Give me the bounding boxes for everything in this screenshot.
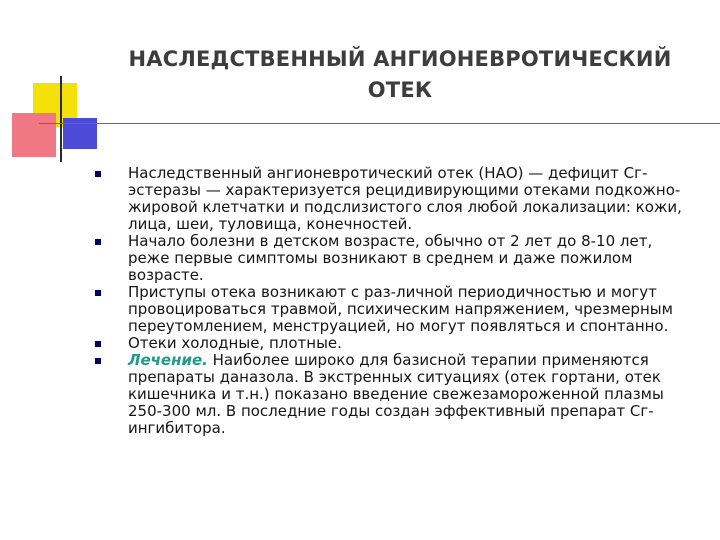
square-bullet-icon <box>95 358 101 364</box>
decorative-pink-square <box>12 113 56 157</box>
bullet-item-onset <box>95 233 695 284</box>
bullet-text: Наиболее широко для базисной терапии применяются препараты даназола. В экстренных ситуациях (отек гортани, отек кишечника и т.н.) показано введение свежезамороженной плазмы 250-300 мл. В последние годы создан эффективный препарат Сг-ингибитора. <box>128 351 664 437</box>
decorative-vertical-line <box>60 76 62 162</box>
bullet-item-definition <box>95 165 695 233</box>
bullet-item-attacks <box>95 284 695 335</box>
bullet-text: Наследственный ангионевротический отек (НАО) — дефицит Сг-эстеразы — характеризуется рецидивирующими отеками подкожно-жировой клетчатки и подслизистого слоя любой локализации: кожи, лица, шеи, туловища, конечностей. <box>128 164 682 233</box>
square-bullet-icon <box>95 239 101 245</box>
square-bullet-icon <box>95 171 101 177</box>
bullet-text: Приступы отека возникают с раз-личной периодичностью и могут провоцироваться травмой, психическим напряжением, чрезмерным переутомлением, менструацией, но могут появляться и спонтанно. <box>128 283 673 335</box>
treatment-heading: Лечение. <box>128 351 208 369</box>
title-divider-line <box>39 123 720 124</box>
square-bullet-icon <box>95 341 101 347</box>
slide-title: НАСЛЕДСТВЕННЫЙ АНГИОНЕВРОТИЧЕСКИЙ ОТЕК <box>128 47 672 102</box>
bullet-item-treatment <box>95 352 695 437</box>
bullet-text: Начало болезни в детском возрасте, обычно от 2 лет до 8-10 лет, реже первые симптомы возникают в среднем и даже пожилом возрасте. <box>128 232 653 284</box>
bullet-text: Отеки холодные, плотные. <box>128 334 342 352</box>
bullet-list <box>95 165 695 437</box>
bullet-item-edema-type <box>95 335 695 352</box>
square-bullet-icon <box>95 290 101 296</box>
